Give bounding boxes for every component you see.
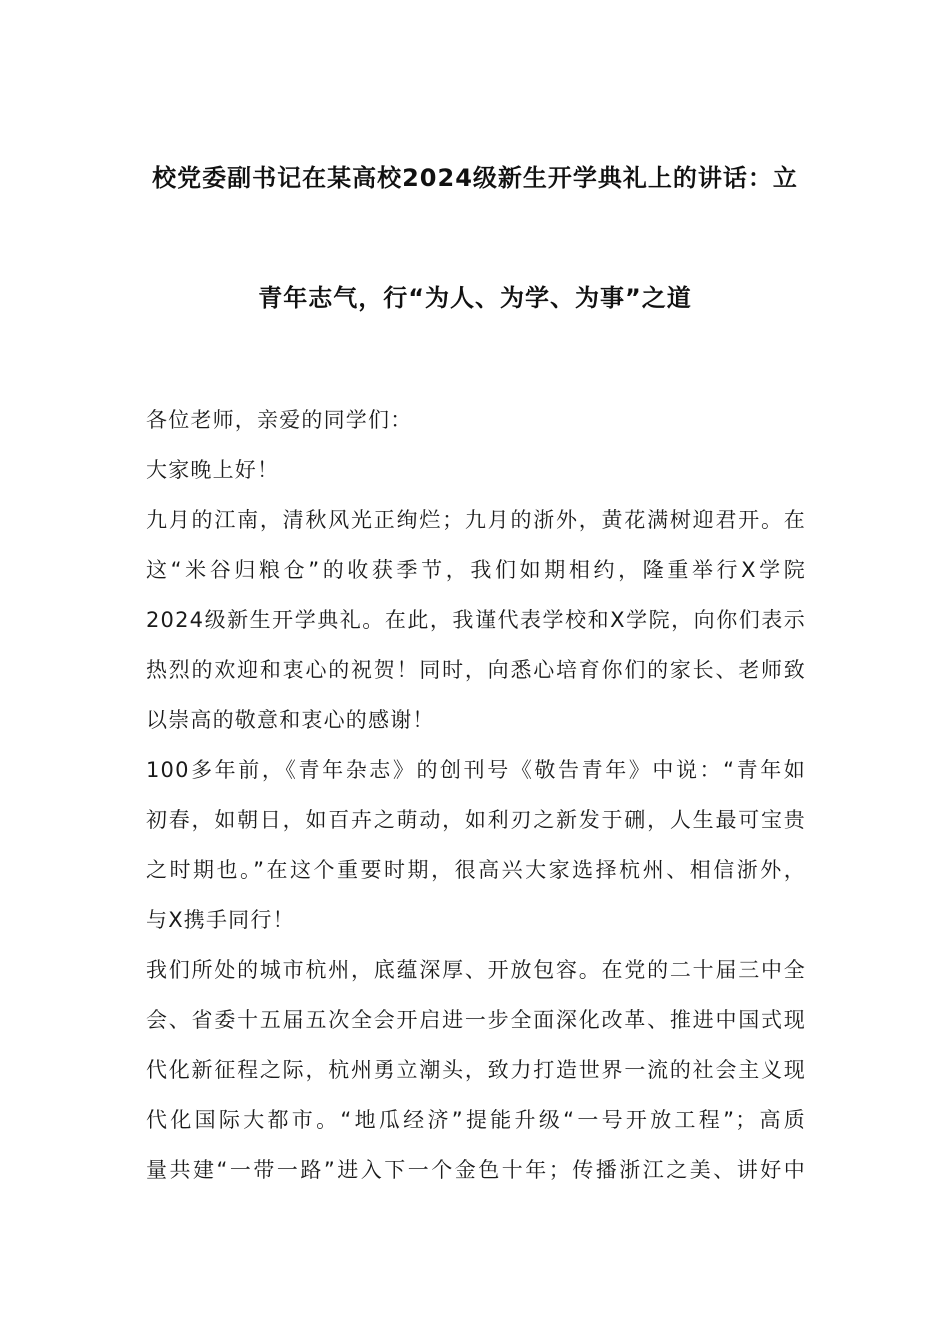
- body-line: 100多年前，《青年杂志》的创刊号《敬告青年》中说：“青年如: [146, 758, 806, 782]
- greeting: 大家晚上好！: [146, 458, 280, 482]
- body-line: 与X携手同行！: [146, 908, 295, 932]
- body-line: 这“米谷归粮仓”的收获季节，我们如期相约，隆重举行X学院: [146, 558, 806, 582]
- body-line: 代化国际大都市。“地瓜经济”提能升级“一号开放工程”；高质: [146, 1108, 806, 1132]
- body-line: 量共建“一带一路”进入下一个金色十年；传播浙江之美、讲好中: [146, 1158, 806, 1182]
- body-line: 会、省委十五届五次全会开启进一步全面深化改革、推进中国式现: [146, 1008, 806, 1032]
- body-line: 初春，如朝日，如百卉之萌动，如利刃之新发于硎，人生最可宝贵: [146, 808, 806, 832]
- body-line: 代化新征程之际，杭州勇立潮头，致力打造世界一流的社会主义现: [146, 1058, 806, 1082]
- body-line: 2024级新生开学典礼。在此，我谨代表学校和X学院，向你们表示: [146, 608, 806, 632]
- document-title-line-2: 青年志气，行“为人、为学、为事”之道: [258, 284, 692, 312]
- body-line: 之时期也。”在这个重要时期，很高兴大家选择杭州、相信浙外，: [146, 858, 806, 882]
- body-line: 热烈的欢迎和衷心的祝贺！同时，向悉心培育你们的家长、老师致: [146, 658, 806, 682]
- body-line: 九月的江南，清秋风光正绚烂；九月的浙外，黄花满树迎君开。在: [146, 508, 806, 532]
- document-title-line-1: 校党委副书记在某高校2024级新生开学典礼上的讲话：立: [152, 164, 798, 192]
- body-line: 以崇高的敬意和衷心的感谢！: [146, 708, 435, 732]
- body-line: 我们所处的城市杭州，底蕴深厚、开放包容。在党的二十届三中全: [146, 958, 806, 982]
- salutation: 各位老师，亲爱的同学们：: [146, 408, 413, 432]
- document-body: [146, 395, 806, 1195]
